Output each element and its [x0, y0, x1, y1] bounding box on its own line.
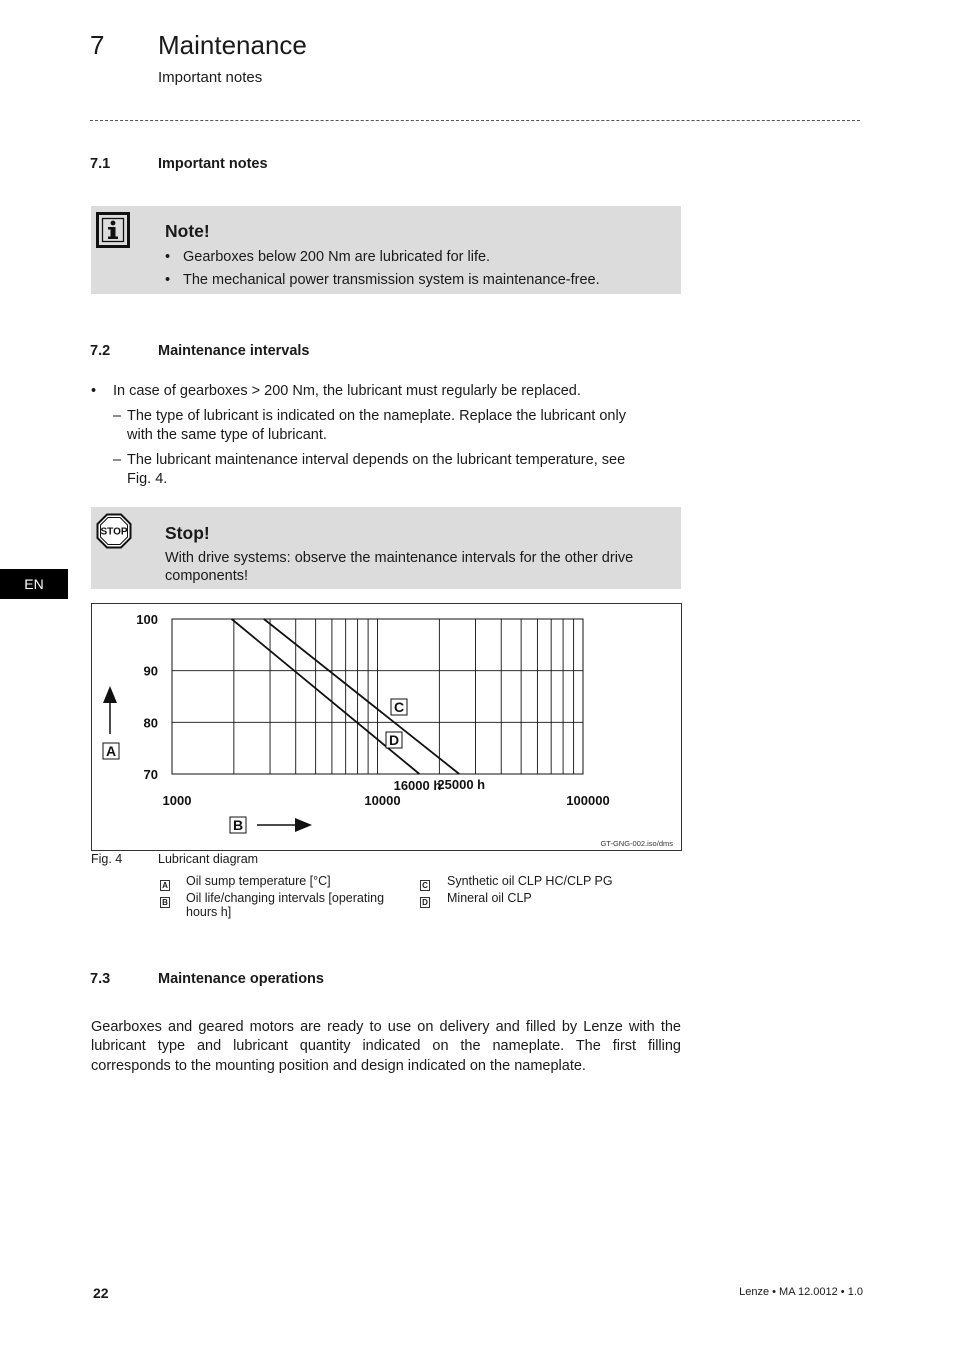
legend-label: Oil sump temperature [°C] [186, 874, 331, 888]
document-id: Lenze • MA 12.0012 • 1.0 [739, 1286, 863, 1298]
stop-icon [96, 513, 132, 554]
operations-paragraph-line: lubricant type and lubricant quantity indicated on the nameplate. The first filling [91, 1038, 681, 1054]
x-axis-arrow-head [295, 818, 312, 832]
stop-box [91, 507, 681, 589]
operations-paragraph-line: Gearboxes and geared motors are ready to use on delivery and filled by Lenze with the [91, 1019, 681, 1035]
legend-label: hours h] [186, 905, 232, 919]
section-number-7-1: 7.1 [90, 156, 111, 172]
svg-text:STOP: STOP [100, 526, 128, 538]
annotation-25000h: 25000 h [437, 777, 486, 792]
x-tick-label: 1000 [162, 793, 192, 808]
interval-bullet: In case of gearboxes > 200 Nm, the lubricant must regularly be replaced. [113, 383, 581, 399]
section-title-7-3: Maintenance operations [158, 971, 324, 987]
legend-label: Synthetic oil CLP HC/CLP PG [447, 874, 613, 888]
legend-symbol: B [160, 897, 170, 908]
legend-symbol: D [420, 897, 430, 908]
stop-text: With drive systems: observe the maintenance intervals for the other drive [165, 550, 634, 566]
y-tick-label: 100 [136, 612, 158, 627]
section-title-7-2: Maintenance intervals [158, 343, 310, 359]
note-bullet: Gearboxes below 200 Nm are lubricated for life. [183, 249, 491, 265]
language-tab[interactable]: EN [0, 569, 68, 599]
y-tick-label: 80 [143, 715, 158, 731]
stop-heading: Stop! [165, 523, 210, 543]
series-marker-c: C [393, 699, 405, 715]
series-line-d [232, 619, 420, 774]
legend-item-b [160, 891, 385, 919]
figure-caption: Lubricant diagram [158, 852, 259, 866]
list-bullet-dot: • [91, 383, 97, 399]
axis-marker-b: B [232, 817, 244, 833]
sub-item-line: Fig. 4. [127, 471, 168, 487]
figure-number: Fig. 4 [91, 852, 123, 866]
chapter-title: Maintenance [158, 30, 307, 60]
note-bullet-dot: • [165, 272, 171, 288]
annotation-16000h: 16000 h [393, 778, 442, 793]
chart-credit: GT-GNG-002.iso/dms [600, 839, 673, 848]
info-icon [96, 212, 130, 253]
lubricant-chart-svg [92, 604, 681, 850]
sub-item-line: The lubricant maintenance interval depends on the lubricant temperature, see [127, 452, 626, 468]
axis-marker-a: A [105, 743, 117, 759]
series-marker-d: D [388, 732, 400, 748]
sub-item-line: with the same type of lubricant. [127, 427, 327, 443]
x-tick-label: 100000 [566, 793, 610, 808]
note-box [91, 206, 681, 294]
legend-symbol: C [420, 880, 430, 891]
note-heading: Note! [165, 221, 210, 241]
legend-label: Oil life/changing intervals [operating [186, 891, 385, 905]
section-number-7-2: 7.2 [90, 343, 111, 359]
sub-item-dash: – [113, 452, 122, 468]
series-line-c [264, 619, 459, 774]
lubricant-chart [91, 603, 682, 851]
sub-item-dash: – [113, 408, 122, 424]
sub-item-line: The type of lubricant is indicated on the nameplate. Replace the lubricant only [127, 408, 626, 424]
chapter-number: 7 [90, 30, 105, 60]
section-number-7-3: 7.3 [90, 971, 111, 987]
legend-item-d [420, 891, 532, 910]
legend-label: Mineral oil CLP [447, 891, 532, 905]
legend-item-c [420, 874, 613, 893]
note-bullet: The mechanical power transmission system is maintenance-free. [183, 272, 600, 288]
chapter-subheading: Important notes [158, 69, 263, 86]
x-tick-label: 10000 [364, 793, 401, 808]
page-number: 22 [93, 1285, 109, 1301]
stop-text: components! [165, 568, 249, 584]
operations-paragraph-line: corresponds to the mounting position and design indicated on the nameplate. [91, 1058, 586, 1074]
y-axis-arrow-head [103, 686, 117, 703]
header-divider [90, 120, 860, 121]
legend-symbol: A [160, 880, 170, 891]
legend-item-a [160, 874, 331, 893]
y-tick-label: 70 [143, 767, 158, 782]
note-bullet-dot: • [165, 249, 171, 265]
y-tick-label: 90 [143, 663, 158, 679]
section-title-7-1: Important notes [158, 156, 268, 172]
